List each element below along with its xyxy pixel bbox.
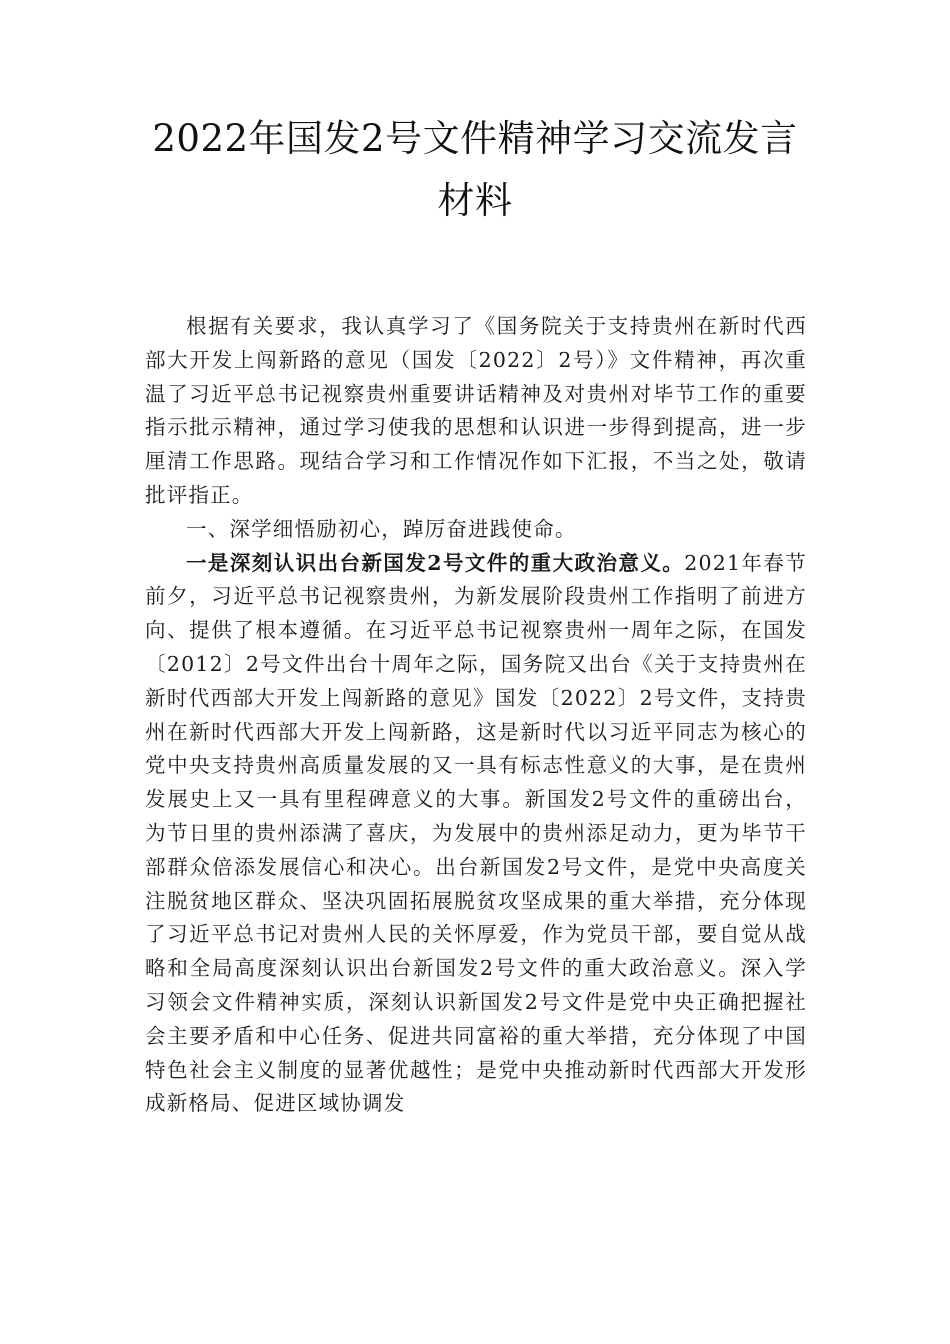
document-body [145,310,807,1121]
paragraph-point-1 [145,547,807,1122]
section-heading-1: 一、深学细悟励初心，踔厉奋进践使命。 [186,516,577,541]
paragraph-intro: 根据有关要求，我认真学习了《国务院关于支持贵州在新时代西部大开发上闯新路的意见（国发〔2022〕2号）》文件精神，再次重温了习近平总书记视察贵州重要讲话精神及对贵州对毕节工作的重要指示批示精神，通过学习使我的思想和认识进一步得到提高，进一步厘清工作思路。现结合学习和工作情况作如下汇报，不当之处，敬请批评指正。 [145,314,807,507]
paragraph-bold-lead: 一是深刻认识出台新国发2号文件的重大政治意义。 [186,550,685,575]
document-title: 2022年国发2号文件精神学习交流发言材料 [152,117,798,222]
paragraph-point-1-text: 2021年春节前夕，习近平总书记视察贵州，为新发展阶段贵州工作指明了前进方向、提供了根本遵循。在习近平总书记视察贵州一周年之际，在国发〔2012〕2号文件出台十周年之际，国务院又出台《关于支持贵州在新时代西部大开发上闯新路的意见》国发〔2022〕2号文件，支持贵州在新时代西部大开发上闯新路，这是新时代以习近平同志为核心的党中央支持贵州高质量发展的又一具有标志性意义的大事，是在贵州发展史上又一具有里程碑意义的大事。新国发2号文件的重磅出台，为节日里的贵州添满了喜庆，为发展中的贵州添足动力，更为毕节干部群众倍添发展信心和决心。出台新国发2号文件，是党中央高度关注脱贫地区群众、坚决巩固拓展脱贫攻坚成果的重大举措，充分体现了习近平总书记对贵州人民的关怀厚爱，作为党员干部，要自觉从战略和全局高度深刻认识出台新国发2号文件的重大政治意义。深入学习领会文件精神实质，深刻认识新国发2号文件是党中央正确把握社会主要矛盾和中心任务、促进共同富裕的重大举措，充分体现了中国特色社会主义制度的显著优越性；是党中央推动新时代西部大开发形成新格局、促进区域协调发 [145,550,807,1116]
